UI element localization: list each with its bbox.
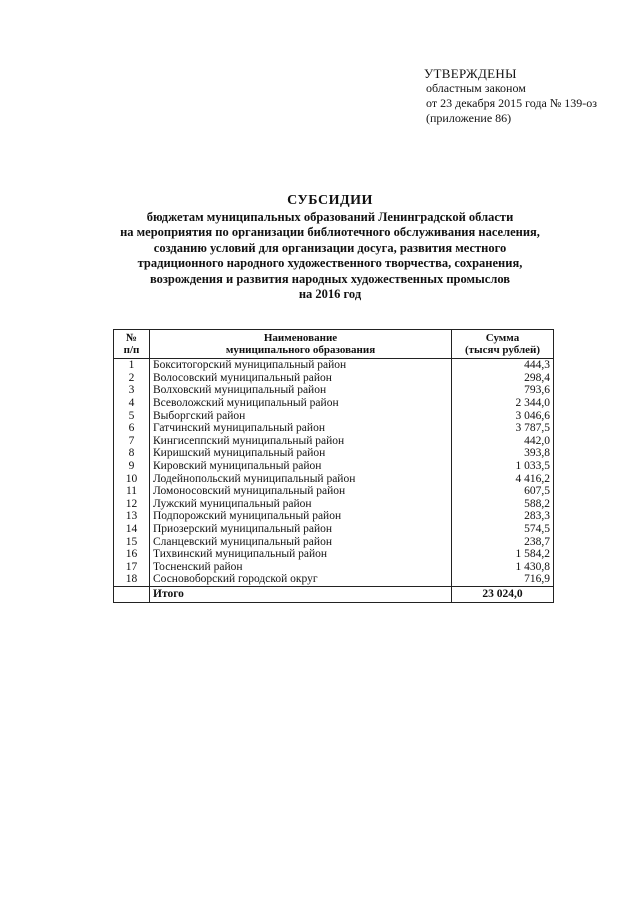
- row-number: 12: [114, 498, 150, 511]
- row-amount: 442,0: [452, 435, 554, 448]
- row-number: 18: [114, 573, 150, 586]
- row-amount: 444,3: [452, 359, 554, 372]
- row-amount: 1 584,2: [452, 548, 554, 561]
- row-number: 7: [114, 435, 150, 448]
- table-row: [114, 372, 554, 385]
- table-row: [114, 384, 554, 397]
- header-num-line: п/п: [123, 344, 140, 356]
- table-row: [114, 447, 554, 460]
- approval-stamp: [424, 66, 597, 126]
- row-amount: 4 416,2: [452, 472, 554, 485]
- table-row: [114, 397, 554, 410]
- table-body: [114, 359, 554, 587]
- title-line: созданию условий для организации досуга, развития местного: [153, 240, 507, 255]
- approval-line: (приложение 86): [426, 111, 512, 125]
- row-amount: 588,2: [452, 498, 554, 511]
- table-row: [114, 548, 554, 561]
- table-row: [114, 535, 554, 548]
- header-sum-line: Сумма: [485, 332, 520, 344]
- header-num-line: №: [125, 332, 138, 344]
- row-number: 4: [114, 397, 150, 410]
- row-number: 6: [114, 422, 150, 435]
- row-municipality: Кировский муниципальный район: [150, 460, 452, 473]
- row-amount: 607,5: [452, 485, 554, 498]
- row-amount: 1 033,5: [452, 460, 554, 473]
- row-municipality: Сосновоборский городской округ: [150, 573, 452, 586]
- row-amount: 298,4: [452, 372, 554, 385]
- row-municipality: Лодейнопольский муниципальный район: [150, 472, 452, 485]
- header-name-line: муниципального образования: [225, 344, 376, 356]
- row-number: 17: [114, 561, 150, 574]
- table-row: [114, 422, 554, 435]
- row-municipality: Сланцевский муниципальный район: [150, 535, 452, 548]
- row-municipality: Тосненский район: [150, 561, 452, 574]
- row-amount: 393,8: [452, 447, 554, 460]
- row-number: 14: [114, 523, 150, 536]
- row-amount: 1 430,8: [452, 561, 554, 574]
- subsidies-table: [113, 329, 554, 603]
- row-municipality: Выборгский район: [150, 409, 452, 422]
- table-row: [114, 409, 554, 422]
- header-sum: [452, 330, 554, 359]
- row-municipality: Ломоносовский муниципальный район: [150, 485, 452, 498]
- row-amount: 238,7: [452, 535, 554, 548]
- table-row: [114, 523, 554, 536]
- table-row: [114, 485, 554, 498]
- row-municipality: Гатчинский муниципальный район: [150, 422, 452, 435]
- header-num: [114, 330, 150, 359]
- table-row: [114, 435, 554, 448]
- table-row: [114, 498, 554, 511]
- row-number: 15: [114, 535, 150, 548]
- title-main: СУБСИДИИ: [287, 193, 373, 208]
- row-municipality: Приозерский муниципальный район: [150, 523, 452, 536]
- title-line: возрождения и развития народных художественных промыслов: [149, 271, 511, 286]
- row-amount: 716,9: [452, 573, 554, 586]
- header-name: [150, 330, 452, 359]
- row-number: 2: [114, 372, 150, 385]
- row-municipality: Киришский муниципальный район: [150, 447, 452, 460]
- table-row: [114, 472, 554, 485]
- total-label: Итого: [150, 586, 452, 602]
- row-number: 1: [114, 359, 150, 372]
- row-municipality: Подпорожский муниципальный район: [150, 510, 452, 523]
- title-line: бюджетам муниципальных образований Ленинградской области: [146, 209, 514, 224]
- row-number: 16: [114, 548, 150, 561]
- title-line: традиционного народного художественного творчества, сохранения,: [137, 256, 523, 270]
- row-amount: 3 046,6: [452, 409, 554, 422]
- table-row: [114, 359, 554, 372]
- row-municipality: Лужский муниципальный район: [150, 498, 452, 511]
- row-municipality: Бокситогорский муниципальный район: [150, 359, 452, 372]
- row-number: 13: [114, 510, 150, 523]
- table-row: [114, 460, 554, 473]
- row-municipality: Всеволожский муниципальный район: [150, 397, 452, 410]
- row-amount: 574,5: [452, 523, 554, 536]
- row-amount: 283,3: [452, 510, 554, 523]
- row-municipality: Тихвинский муниципальный район: [150, 548, 452, 561]
- row-number: 5: [114, 409, 150, 422]
- row-number: 11: [114, 485, 150, 498]
- row-municipality: Кингисеппский муниципальный район: [150, 435, 452, 448]
- row-amount: 793,6: [452, 384, 554, 397]
- table-row: [114, 561, 554, 574]
- title-line: на 2016 год: [298, 287, 362, 301]
- row-amount: 3 787,5: [452, 422, 554, 435]
- total-row: [114, 586, 554, 602]
- row-number: 3: [114, 384, 150, 397]
- approval-heading: УТВЕРЖДЕНЫ: [424, 66, 517, 81]
- row-number: 9: [114, 460, 150, 473]
- table-header-row: [114, 330, 554, 359]
- total-num-cell: [114, 586, 150, 602]
- row-number: 8: [114, 447, 150, 460]
- header-sum-line: (тысяч рублей): [464, 344, 541, 356]
- total-sum: 23 024,0: [452, 586, 554, 602]
- row-municipality: Волховский муниципальный район: [150, 384, 452, 397]
- approval-line: от 23 декабря 2015 года № 139-оз: [426, 96, 598, 110]
- document-title: [60, 193, 600, 303]
- row-municipality: Волосовский муниципальный район: [150, 372, 452, 385]
- table-row: [114, 573, 554, 586]
- table-row: [114, 510, 554, 523]
- title-line: на мероприятия по организации библиотечного обслуживания населения,: [120, 225, 540, 239]
- row-number: 10: [114, 472, 150, 485]
- approval-line: областным законом: [426, 81, 526, 95]
- row-amount: 2 344,0: [452, 397, 554, 410]
- header-name-line: Наименование: [263, 332, 338, 344]
